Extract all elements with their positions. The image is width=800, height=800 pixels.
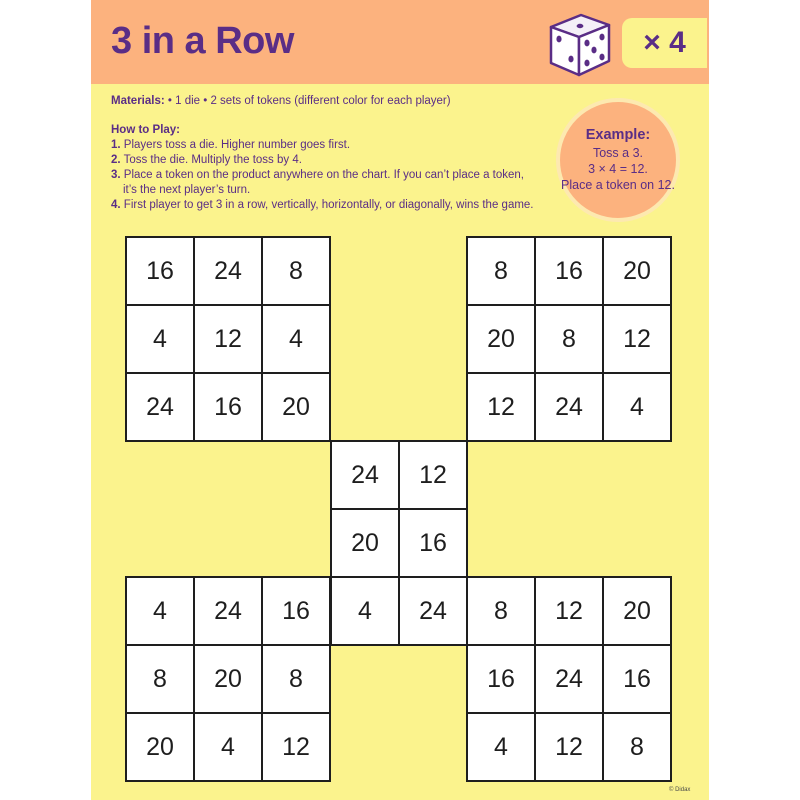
- rule-step-number: 2.: [111, 154, 121, 166]
- board-cell[interactable]: 8: [261, 236, 331, 306]
- board-cell[interactable]: 12: [466, 372, 536, 442]
- rule-step-text: Toss the die. Multiply the toss by 4.: [123, 154, 302, 166]
- board-cell[interactable]: 20: [602, 576, 672, 646]
- board-cell[interactable]: 8: [466, 576, 536, 646]
- game-board: [91, 0, 709, 800]
- board-cell[interactable]: 8: [261, 644, 331, 714]
- board-cell[interactable]: 12: [261, 712, 331, 782]
- board-cell[interactable]: 16: [261, 576, 331, 646]
- materials-items: • 1 die • 2 sets of tokens (different color for each player): [167, 95, 451, 107]
- board-cell[interactable]: 4: [602, 372, 672, 442]
- board-cell[interactable]: 24: [534, 644, 604, 714]
- board-cell[interactable]: 8: [125, 644, 195, 714]
- board-cell[interactable]: 4: [330, 576, 400, 646]
- board-cell[interactable]: 12: [398, 440, 468, 510]
- board-cell[interactable]: 24: [125, 372, 195, 442]
- rule-step-continuation: it’s the next player’s turn.: [123, 184, 251, 196]
- board-cell[interactable]: 20: [330, 508, 400, 578]
- copyright-notice: © Didax: [669, 787, 691, 793]
- board-cell[interactable]: 16: [466, 644, 536, 714]
- board-cell[interactable]: 24: [398, 576, 468, 646]
- rule-step-number: 1.: [111, 139, 121, 151]
- board-cell[interactable]: 8: [466, 236, 536, 306]
- board-cell[interactable]: 24: [330, 440, 400, 510]
- board-cell[interactable]: 16: [398, 508, 468, 578]
- board-cell[interactable]: 24: [193, 236, 263, 306]
- board-cell[interactable]: 24: [193, 576, 263, 646]
- rule-step-number: 3.: [111, 169, 121, 181]
- game-sheet: [91, 0, 709, 800]
- page-title: 3 in a Row: [111, 20, 294, 62]
- materials-label: Materials:: [111, 95, 165, 107]
- example-title: Example:: [585, 127, 651, 143]
- board-cell[interactable]: 16: [125, 236, 195, 306]
- board-cell[interactable]: 16: [602, 644, 672, 714]
- board-cell[interactable]: 8: [534, 304, 604, 374]
- board-cell[interactable]: 16: [534, 236, 604, 306]
- board-cell[interactable]: 20: [193, 644, 263, 714]
- rule-step-text: Place a token on the product anywhere on the chart. If you can’t place a token,: [123, 169, 524, 181]
- example-line: Place a token on 12.: [561, 178, 675, 192]
- how-to-play-heading: How to Play:: [111, 124, 181, 136]
- board-cell[interactable]: 12: [534, 712, 604, 782]
- board-cell[interactable]: 12: [534, 576, 604, 646]
- example-line: 3 × 4 = 12.: [588, 162, 648, 176]
- board-cell[interactable]: 4: [466, 712, 536, 782]
- board-cell[interactable]: 4: [125, 304, 195, 374]
- multiplier-badge: × 4: [622, 18, 707, 68]
- rule-step-text: First player to get 3 in a row, vertically, horizontally, or diagonally, wins the game.: [123, 199, 534, 211]
- board-cell[interactable]: 12: [602, 304, 672, 374]
- board-cell[interactable]: 4: [125, 576, 195, 646]
- board-cell[interactable]: 20: [602, 236, 672, 306]
- rule-step-text: Players toss a die. Higher number goes first.: [123, 139, 351, 151]
- board-cell[interactable]: 20: [125, 712, 195, 782]
- board-cell[interactable]: 24: [534, 372, 604, 442]
- board-cell[interactable]: 4: [261, 304, 331, 374]
- board-cell[interactable]: 20: [261, 372, 331, 442]
- board-cell[interactable]: 12: [193, 304, 263, 374]
- board-cell[interactable]: 8: [602, 712, 672, 782]
- board-cell[interactable]: 16: [193, 372, 263, 442]
- board-cell[interactable]: 4: [193, 712, 263, 782]
- example-line: Toss a 3.: [592, 146, 644, 160]
- rule-step-number: 4.: [111, 199, 121, 211]
- board-cell[interactable]: 20: [466, 304, 536, 374]
